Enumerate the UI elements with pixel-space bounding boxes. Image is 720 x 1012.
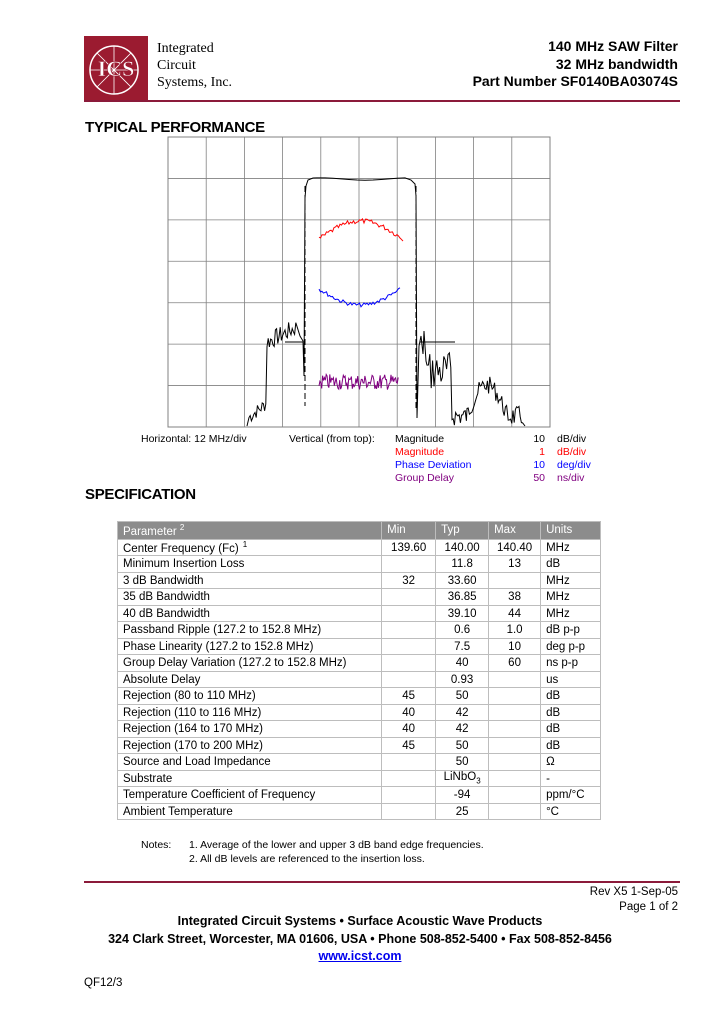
note-2: 2. All dB levels are referenced to the insertion loss. [189, 852, 425, 865]
cell-max: 10 [489, 638, 541, 655]
header-divider [84, 100, 680, 102]
title-line-1: 140 MHz SAW Filter [548, 38, 678, 54]
magnitude-1db-trace [319, 219, 403, 241]
cell-units: ns p-p [541, 655, 601, 672]
table-row [118, 605, 601, 622]
cell-min [382, 770, 436, 787]
legend-series-name: Magnitude [395, 433, 445, 445]
cell-units: us [541, 671, 601, 688]
company-name [157, 40, 232, 91]
cell-typ: 42 [436, 704, 489, 721]
table-row [118, 754, 601, 771]
cell-parameter: 3 dB Bandwidth [118, 572, 382, 589]
cell-units: ppm/°C [541, 787, 601, 804]
bullet-icon: • [370, 932, 379, 946]
table-row [118, 622, 601, 639]
cell-min: 45 [382, 737, 436, 754]
footer-company: Integrated Circuit Systems [177, 914, 337, 928]
cell-max [489, 803, 541, 820]
cell-units: dB [541, 704, 601, 721]
table-row [118, 704, 601, 721]
cell-max: 13 [489, 556, 541, 573]
cell-typ: 140.00 [436, 539, 489, 556]
footer-phone: Phone 508-852-5400 [378, 932, 498, 946]
cell-max [489, 754, 541, 771]
footer-address: 324 Clark Street, Worcester, MA 01606, USA [108, 932, 367, 946]
cell-min [382, 787, 436, 804]
performance-heading: TYPICAL PERFORMANCE [85, 119, 265, 136]
cell-min [382, 622, 436, 639]
cell-parameter: Center Frequency (Fc) $^1$ [118, 539, 382, 556]
vertical-scale-label: Vertical (from top): [289, 433, 375, 445]
cell-parameter: Rejection (110 to 116 MHz) [118, 704, 382, 721]
cell-max: 60 [489, 655, 541, 672]
table-row [118, 770, 601, 787]
phase-deviation-trace [319, 288, 400, 307]
product-title [473, 38, 678, 91]
company-logo [84, 36, 148, 100]
cell-min [382, 671, 436, 688]
page-number: Page 1 of 2 [619, 901, 678, 913]
cell-typ: 50 [436, 688, 489, 705]
table-row [118, 721, 601, 738]
legend-series-name: Group Delay [395, 472, 454, 484]
legend-unit: ns/div [557, 472, 585, 484]
notes [141, 839, 484, 865]
footer-division: Surface Acoustic Wave Products [347, 914, 543, 928]
table-row [118, 671, 601, 688]
cell-units: MHz [541, 572, 601, 589]
cell-units: MHz [541, 605, 601, 622]
table-row [118, 655, 601, 672]
website-link[interactable]: www.icst.com [318, 949, 402, 963]
cell-units: - [541, 770, 601, 787]
cell-min: 40 [382, 721, 436, 738]
table-row [118, 572, 601, 589]
cell-min: 45 [382, 688, 436, 705]
cell-min: 32 [382, 572, 436, 589]
cell-typ: 0.6 [436, 622, 489, 639]
legend-scale: 50 [533, 472, 545, 484]
cell-min [382, 556, 436, 573]
cell-typ: LiNbO$_3$ [436, 770, 489, 787]
cell-typ: 25 [436, 803, 489, 820]
footer-divider [84, 881, 680, 883]
table-row [118, 539, 601, 556]
legend-series-name: Magnitude [395, 446, 445, 458]
part-number: Part Number SF0140BA03074S [472, 73, 678, 89]
cell-typ: 42 [436, 721, 489, 738]
specification-table [117, 521, 601, 820]
legend-unit: deg/div [557, 459, 591, 471]
cell-parameter: Passband Ripple (127.2 to 152.8 MHz) [118, 622, 382, 639]
footer-fax: Fax 508-852-8456 [509, 932, 612, 946]
revision-text: Rev X5 1-Sep-05 [589, 886, 678, 898]
cell-typ: 0.93 [436, 671, 489, 688]
cell-units: deg p-p [541, 638, 601, 655]
performance-chart [167, 136, 551, 428]
cell-max [489, 737, 541, 754]
magnitude-10db-trace [247, 178, 525, 426]
table-row [118, 737, 601, 754]
cell-min [382, 605, 436, 622]
revision-info [590, 885, 678, 915]
logo-text: ICS [97, 56, 135, 81]
notes-label: Notes: [141, 839, 172, 851]
legend-scale: 10 [533, 433, 545, 445]
table-row [118, 589, 601, 606]
cell-parameter: 35 dB Bandwidth [118, 589, 382, 606]
cell-max: 38 [489, 589, 541, 606]
cell-max [489, 572, 541, 589]
company-line-3: Systems, Inc. [157, 75, 233, 90]
cell-units: dB [541, 737, 601, 754]
footer-line-2 [0, 932, 720, 946]
cell-min [382, 803, 436, 820]
table-row [118, 688, 601, 705]
horizontal-scale-label: Horizontal: 12 MHz/div [141, 433, 247, 445]
cell-min [382, 754, 436, 771]
cell-units: dB [541, 721, 601, 738]
cell-min [382, 638, 436, 655]
cell-max [489, 721, 541, 738]
cell-typ: 7.5 [436, 638, 489, 655]
table-header-row [118, 522, 601, 540]
header-parameter: Parameter $^2$ [118, 522, 382, 540]
legend-entry [395, 446, 595, 459]
cell-parameter: Rejection (80 to 110 MHz) [118, 688, 382, 705]
header-min: Min [382, 522, 436, 540]
specification-heading: SPECIFICATION [85, 486, 196, 503]
table-row [118, 556, 601, 573]
cell-parameter: Source and Load Impedance [118, 754, 382, 771]
cell-typ: 39.10 [436, 605, 489, 622]
cell-min [382, 589, 436, 606]
cell-max [489, 671, 541, 688]
legend-unit: dB/div [557, 433, 587, 445]
cell-units: MHz [541, 589, 601, 606]
chart-legend [395, 433, 595, 485]
table-row [118, 787, 601, 804]
legend-entry [395, 472, 595, 485]
cell-max [489, 770, 541, 787]
cell-max [489, 688, 541, 705]
bullet-icon: • [339, 914, 348, 928]
cell-typ: 50 [436, 737, 489, 754]
legend-entry [395, 433, 595, 446]
cell-parameter: Absolute Delay [118, 671, 382, 688]
cell-units: MHz [541, 539, 601, 556]
chart-canvas [167, 136, 551, 428]
company-line-2: Circuit [157, 58, 196, 73]
cell-units: °C [541, 803, 601, 820]
cell-typ: 33.60 [436, 572, 489, 589]
legend-scale: 10 [533, 459, 545, 471]
cell-max: 44 [489, 605, 541, 622]
legend-unit: dB/div [557, 446, 587, 458]
cell-parameter: Rejection (170 to 200 MHz) [118, 737, 382, 754]
cell-parameter: Substrate [118, 770, 382, 787]
cell-parameter: Ambient Temperature [118, 803, 382, 820]
cell-typ: 11.8 [436, 556, 489, 573]
cell-max: 140.40 [489, 539, 541, 556]
cell-typ: 40 [436, 655, 489, 672]
cell-parameter: 40 dB Bandwidth [118, 605, 382, 622]
cell-typ: 50 [436, 754, 489, 771]
header-typ: Typ [436, 522, 489, 540]
cell-min: 139.60 [382, 539, 436, 556]
footer-line-1 [0, 914, 720, 928]
cell-parameter: Phase Linearity (127.2 to 152.8 MHz) [118, 638, 382, 655]
cell-units: dB [541, 688, 601, 705]
cell-parameter: Temperature Coefficient of Frequency [118, 787, 382, 804]
cell-parameter: Group Delay Variation (127.2 to 152.8 MHz) [118, 655, 382, 672]
cell-units: Ω [541, 754, 601, 771]
cell-max: 1.0 [489, 622, 541, 639]
cell-min [382, 655, 436, 672]
cell-max [489, 787, 541, 804]
legend-series-name: Phase Deviation [395, 459, 472, 471]
table-row [118, 638, 601, 655]
cell-parameter: Rejection (164 to 170 MHz) [118, 721, 382, 738]
cell-max [489, 704, 541, 721]
cell-min: 40 [382, 704, 436, 721]
title-line-2: 32 MHz bandwidth [555, 55, 678, 72]
table-row [118, 803, 601, 820]
bullet-icon: • [501, 932, 510, 946]
cell-typ: -94 [436, 787, 489, 804]
form-id: QF12/3 [84, 977, 123, 989]
legend-entry [395, 459, 595, 472]
chart-traces [247, 178, 525, 426]
header-units: Units [541, 522, 601, 540]
header-max: Max [489, 522, 541, 540]
note-1: 1. Average of the lower and upper 3 dB band edge frequencies. [189, 839, 484, 851]
company-line-1: Integrated [157, 41, 214, 56]
cell-parameter: Minimum Insertion Loss [118, 556, 382, 573]
cell-typ: 36.85 [436, 589, 489, 606]
cell-units: dB [541, 556, 601, 573]
legend-scale: 1 [539, 446, 545, 458]
footer-line-3 [0, 949, 720, 963]
cell-units: dB p-p [541, 622, 601, 639]
